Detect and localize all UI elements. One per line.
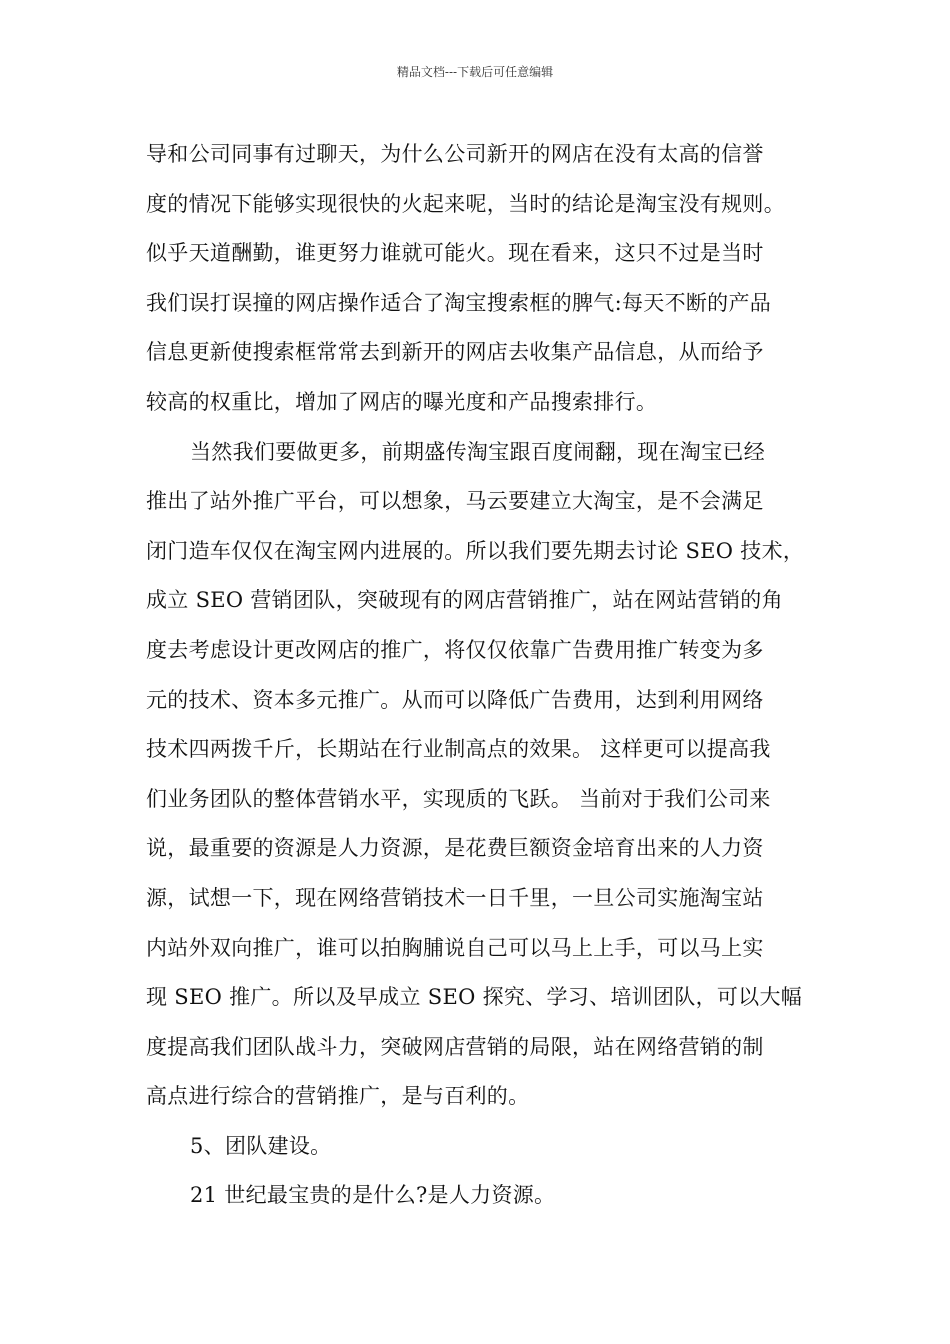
section-heading: 5、团队建设。 [190, 1133, 332, 1158]
text-line: 内站外双向推广，谁可以拍胸脯说自己可以马上上手，可以马上实 [146, 935, 764, 960]
text-line: 们业务团队的整体营销水平，实现质的飞跃。 当前对于我们公司来 [146, 786, 771, 811]
paragraph-start-line: 当然我们要做更多，前期盛传淘宝跟百度闹翻，现在淘宝已经 [190, 439, 766, 464]
text-line: 技术四两拨千斤，长期站在行业制高点的效果。 这样更可以提高我 [146, 737, 771, 762]
text-line: 源，试想一下，现在网络营销技术一日千里，一旦公司实施淘宝站 [146, 885, 764, 910]
text-line: 说，最重要的资源是人力资源，是花费巨额资金培育出来的人力资 [146, 836, 764, 861]
text-line: 信息更新使搜索框常常去到新开的网店去收集产品信息，从而给予 [146, 340, 764, 365]
text-line: 元的技术、资本多元推广。从而可以降低广告费用，达到利用网络 [146, 687, 764, 712]
text-line: 度的情况下能够实现很快的火起来呢，当时的结论是淘宝没有规则。 [146, 191, 785, 216]
text-line: 度提高我们团队战斗力，突破网店营销的局限，站在网络营销的制 [146, 1034, 764, 1059]
text-line: 现 SEO 推广。所以及早成立 SEO 探究、学习、培训团队，可以大幅 [146, 985, 803, 1010]
paragraph-start-line: 21 世纪最宝贵的是什么?是人力资源。 [190, 1183, 556, 1208]
text-line: 我们误打误撞的网店操作适合了淘宝搜索框的脾气:每天不断的产品 [146, 290, 772, 315]
text-line: 似乎天道酬勤，谁更努力谁就可能火。现在看来，这只不过是当时 [146, 241, 764, 266]
text-line: 闭门造车仅仅在淘宝网内进展的。所以我们要先期去讨论 SEO 技术， [146, 538, 805, 563]
text-line: 成立 SEO 营销团队，突破现有的网店营销推广，站在网站营销的角 [146, 588, 783, 613]
text-line: 度去考虑设计更改网店的推广，将仅仅依靠广告费用推广转变为多 [146, 637, 764, 662]
text-line: 较高的权重比，增加了网店的曝光度和产品搜索排行。 [146, 389, 658, 414]
text-line: 高点进行综合的营销推广，是与百利的。 [146, 1084, 530, 1109]
document-body [146, 130, 816, 1221]
text-line: 导和公司同事有过聊天，为什么公司新开的网店在没有太高的信誉 [146, 142, 764, 166]
text-line: 推出了站外推广平台，可以想象，马云要建立大淘宝，是不会满足 [146, 489, 764, 514]
page-header: 精品文档---下载后可任意编辑 [396, 65, 554, 79]
